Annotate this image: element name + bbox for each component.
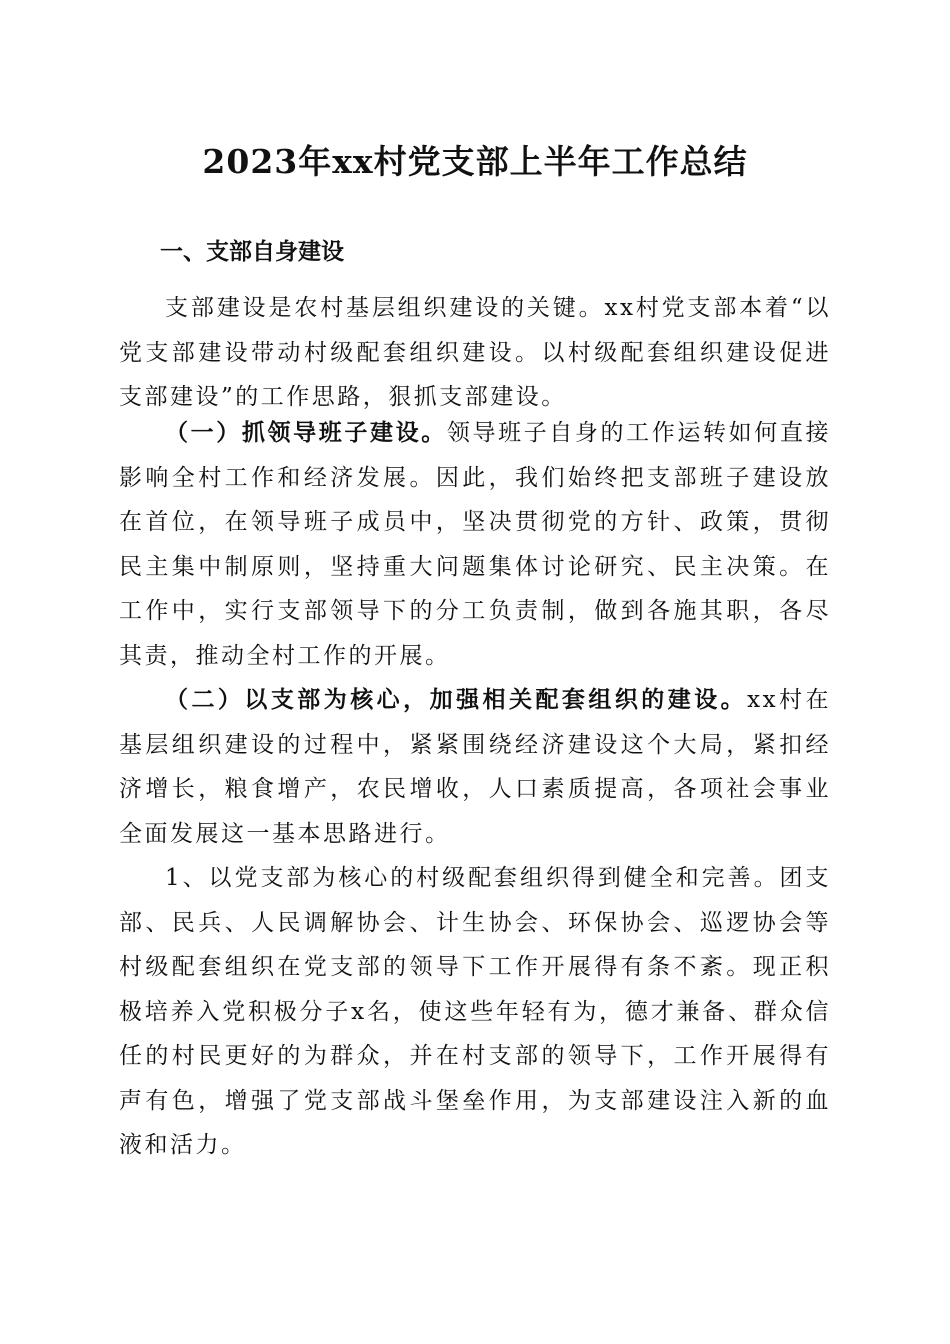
section-heading: 一、支部自身建设 [160,239,344,265]
paragraph-leadership [119,411,831,678]
document-title: 2023年xx村党支部上半年工作总结 [202,142,748,181]
paragraph-branch-construction: 支部建设是农村基层组织建设的关键。xx村党支部本着“以党支部建设带动村级配套组织建设。以村级配套组织建设促进支部建设”的工作思路，狠抓支部建设。 [119,295,831,410]
paragraph-lead-supporting-organizations: （二）以支部为核心，加强相关配套组织的建设。 [165,686,748,713]
paragraph-lead-leadership: （一）抓领导班子建设。 [165,419,447,446]
paragraph-village-organizations: 1、以党支部为核心的村级配套组织得到健全和完善。团支部、民兵、人民调解协会、计生协会、环保协会、巡逻协会等村级配套组织在党支部的领导下工作开展得有条不紊。现正积极培养入党积极分子x名，使这些年轻有为，德才兼备、群众信任的村民更好的为群众，并在村支部的领导下，工作开展得有声有色，增强了党支部战斗堡垒作用，为支部建设注入新的血液和活力。 [119,865,831,1158]
paragraph-body-supporting-organizations: xx村在基层组织建设的过程中，紧紧围绕经济建设这个大局，紧扣经济增长，粮食增产，农民增收，人口素质提高，各项社会事业全面发展这一基本思路进行。 [119,687,832,847]
paragraph-body-leadership: 领导班子自身的工作运转如何直接影响全村工作和经济发展。因此，我们始终把支部班子建设放在首位，在领导班子成员中，坚决贯彻党的方针、政策，贯彻民主集中制原则，坚持重大问题集体讨论研究、民主决策。在工作中，实行支部领导下的分工负责制，做到各施其职，各尽其责，推动全村工作的开展。 [119,420,832,669]
paragraph-supporting-organizations [119,678,831,856]
